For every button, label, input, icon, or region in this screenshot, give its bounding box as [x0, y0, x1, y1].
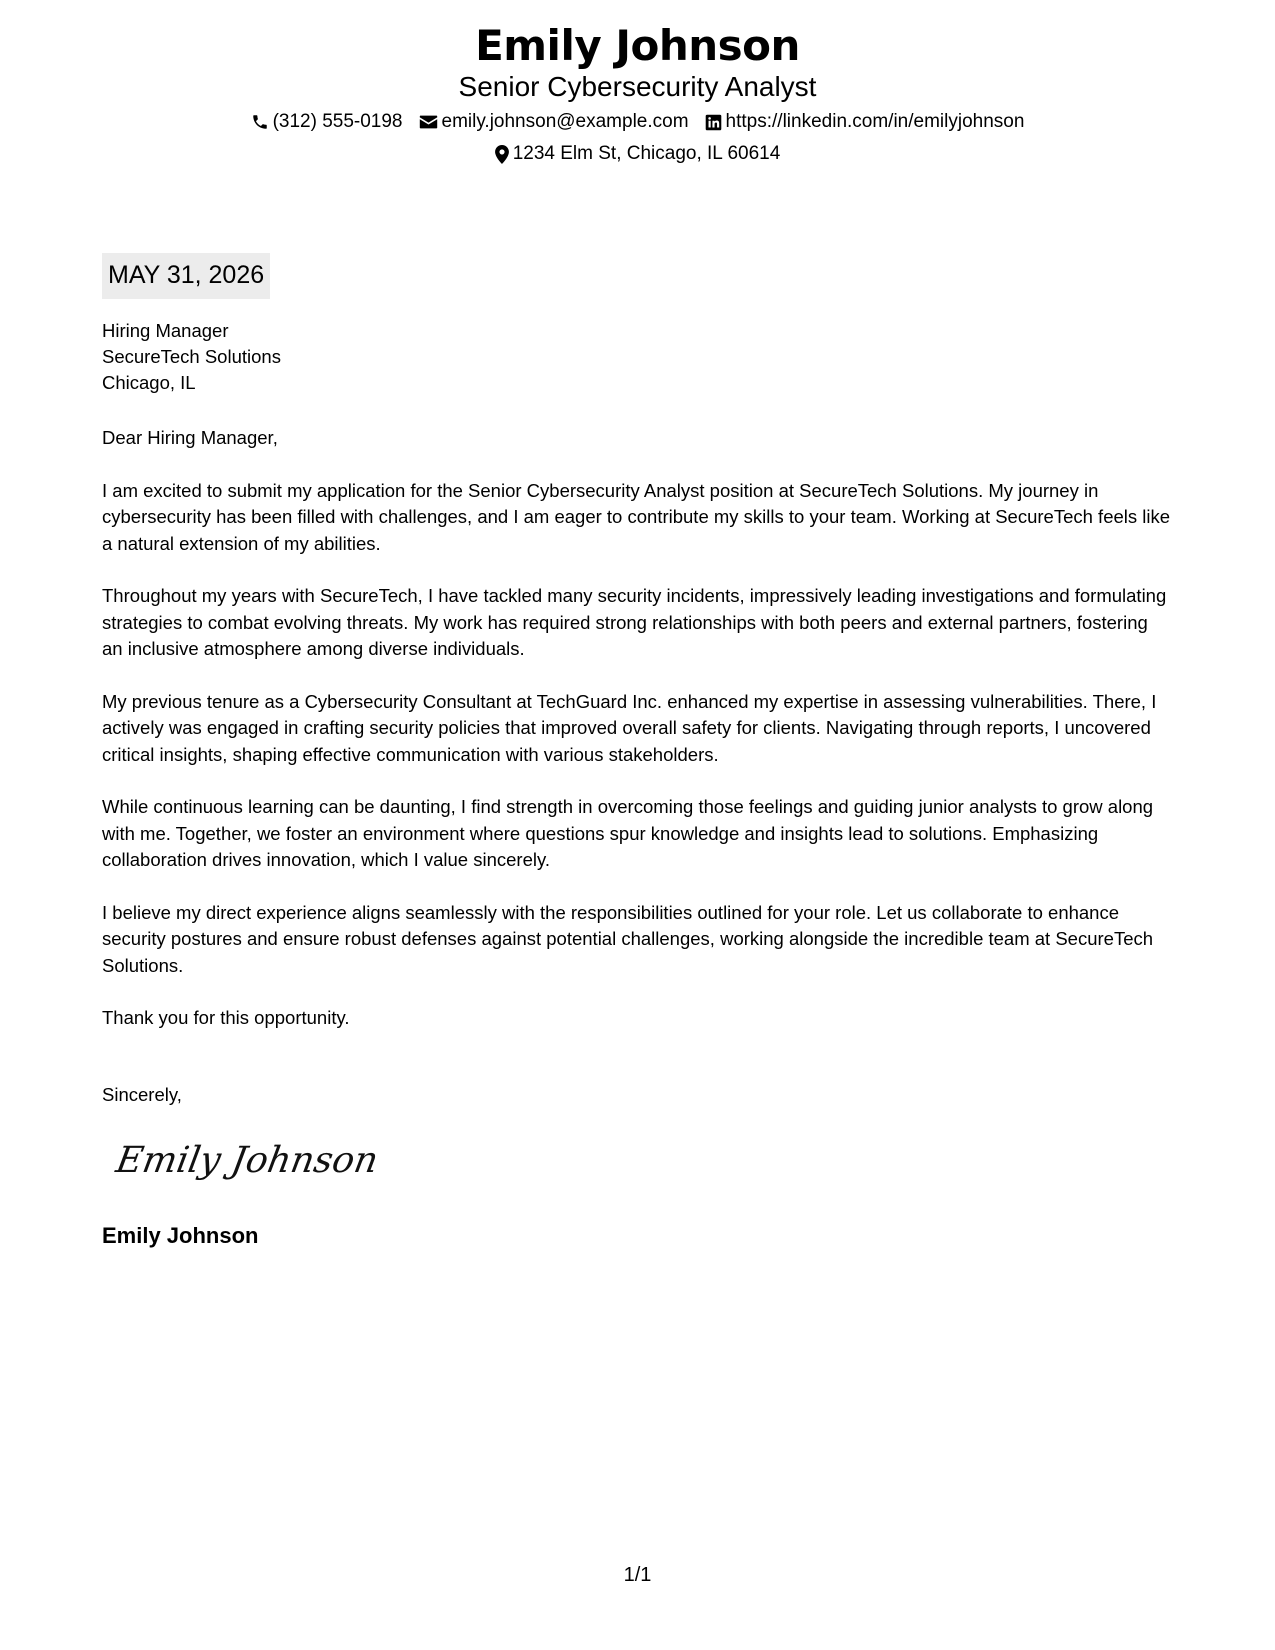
envelope-icon: [419, 114, 438, 130]
recipient-block: [102, 318, 281, 396]
paragraph: I believe my direct experience aligns seamlessly with the responsibilities outlined for your role. Let us collaborate to enhance security postures and ensure robust defenses against potential challenges, working alongside the incredible team at SecureTech Solutions.: [102, 901, 1154, 976]
signature-image: [113, 1130, 382, 1190]
address-row: [0, 142, 1275, 166]
page-number: 1/1: [623, 1564, 652, 1586]
recipient-name: Hiring Manager: [102, 320, 229, 341]
signer-name: Emily Johnson: [102, 1223, 259, 1248]
paragraph: Thank you for this opportunity.: [102, 1007, 350, 1028]
contact-address: [495, 142, 781, 166]
letter-body: [102, 425, 1172, 1058]
paragraph: While continuous learning can be daunting, I find strength in overcoming those feelings and guiding junior analysts to grow along with me. Together, we foster an environment where questions spur knowledge and insights lead to solutions. Emphasizing collaboration drives innovation, which I value sincerely.: [102, 796, 1154, 870]
signature-text: Emily Johnson: [113, 1138, 382, 1181]
letter-date: MAY 31, 2026: [102, 253, 270, 299]
contact-phone: [251, 110, 403, 134]
recipient-company: SecureTech Solutions: [102, 346, 281, 367]
recipient-location: Chicago, IL: [102, 372, 196, 393]
paragraph: My previous tenure as a Cybersecurity Consultant at TechGuard Inc. enhanced my expertise in assessing vulnerabilities. There, I actively was engaged in crafting security policies that improved overall safety for clients. Navigating through reports, I uncovered critical insights, shaping effective communication with various stakeholders.: [102, 690, 1157, 765]
paragraph: Throughout my years with SecureTech, I have tackled many security incidents, impressively leading investigations and formulating strategies to combat evolving threats. My work has required strong relationships with both peers and external partners, fostering an inclusive atmosphere among diverse individuals.: [102, 585, 1167, 659]
address-text: 1234 Elm St, Chicago, IL 60614: [512, 143, 781, 164]
closing: Sincerely,: [102, 1084, 182, 1105]
paragraph: I am excited to submit my application for the Senior Cybersecurity Analyst position at SecureTech Solutions. My journey in cybersecurity has been filled with challenges, and I am eager to contribute my skills to your team. Working at SecureTech feels like a natural extension of my abilities.: [102, 479, 1171, 554]
linkedin-text[interactable]: https://linkedin.com/in/emilyjohnson: [725, 111, 1025, 132]
applicant-name: Emily Johnson: [475, 21, 800, 70]
contact-email[interactable]: [419, 110, 689, 134]
linkedin-icon: [705, 114, 722, 131]
applicant-title: Senior Cybersecurity Analyst: [458, 71, 817, 102]
contact-linkedin[interactable]: [705, 110, 1025, 134]
map-pin-icon: [495, 145, 509, 164]
contact-row: [0, 110, 1275, 134]
phone-icon: [251, 113, 269, 131]
phone-text: (312) 555-0198: [272, 111, 403, 132]
salutation: Dear Hiring Manager,: [102, 427, 278, 448]
email-text[interactable]: emily.johnson@example.com: [441, 111, 689, 132]
letter-header: [0, 18, 1275, 166]
